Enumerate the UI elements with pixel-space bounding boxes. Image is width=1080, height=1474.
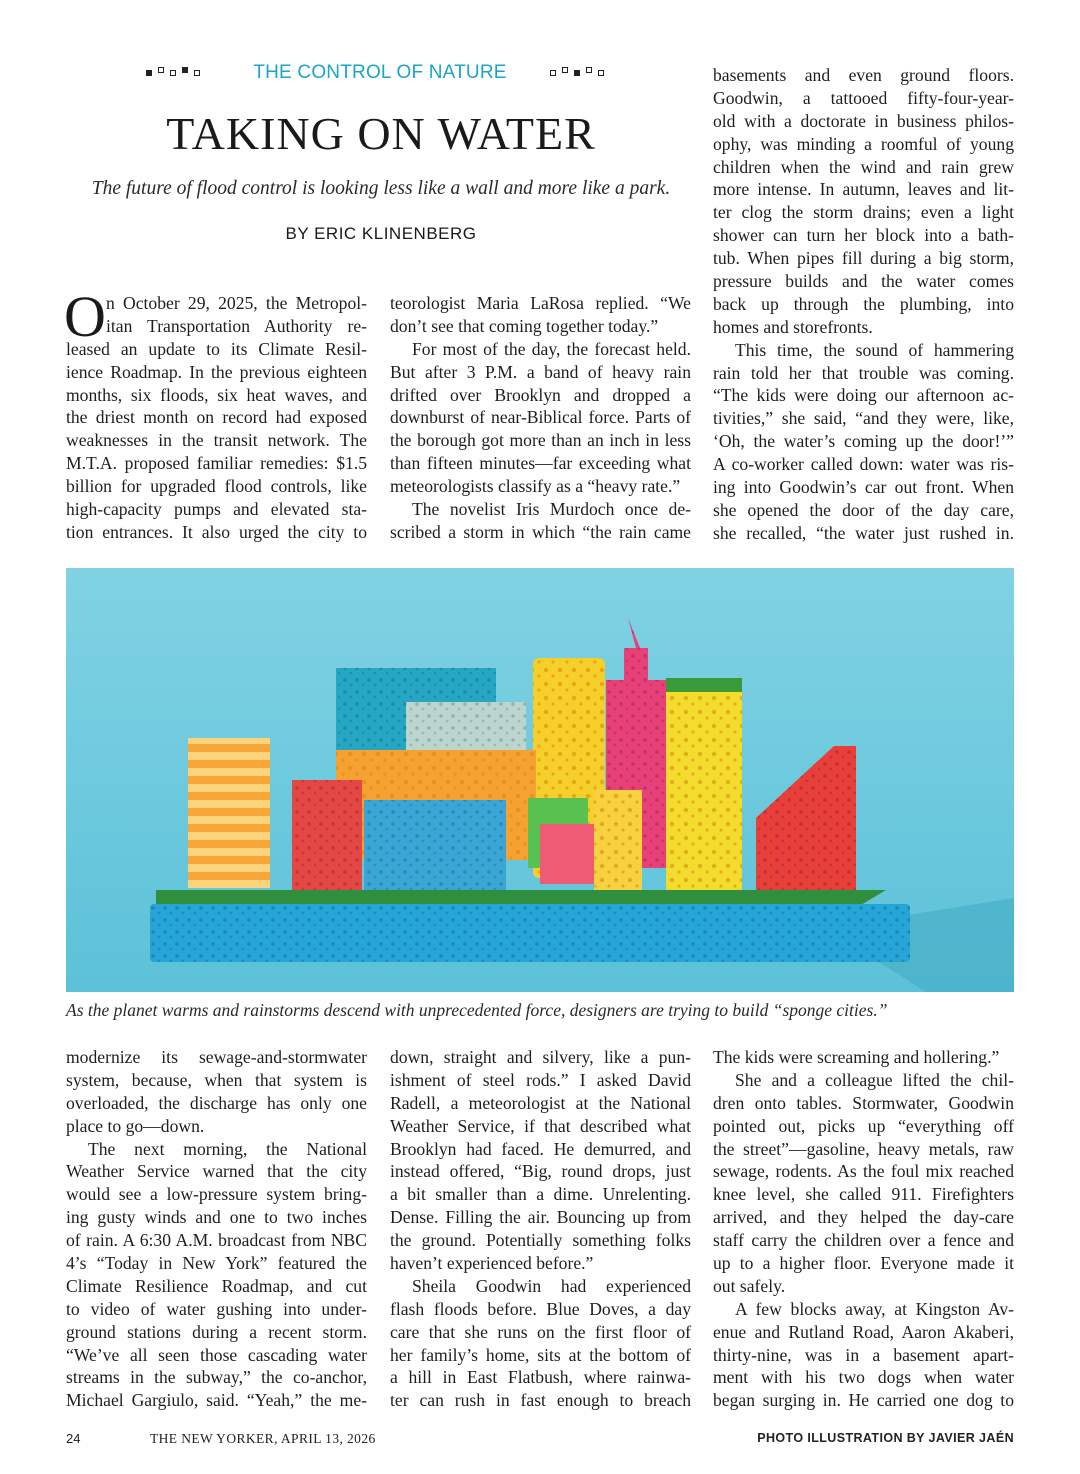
text-line: ter can rush in fast enough to breach [390,1390,691,1411]
text-line: a hill in East Flatbush, where rainwa- [390,1367,691,1388]
photo-credit: PHOTO ILLUSTRATION BY JAVIER JAÉN [757,1431,1014,1445]
text-line: ‘Oh, the water’s coming up the door!’” [713,431,1014,452]
text-line: she opened the door of the day care, [713,499,1014,520]
bottom-column-1 [66,1046,367,1412]
illustration-caption: As the planet warms and rainstorms descend with unprecedented force, designers are trying to build “sponge cities.” [66,1000,888,1020]
text-line: rain told her that trouble was coming. [713,362,1014,383]
text-line: Sheila Goodwin had experienced [412,1275,691,1296]
text-line: system, because, when that system is [66,1069,367,1090]
text-line: haven’t experienced before.” [390,1253,594,1274]
text-line: The novelist Iris Murdoch once de- [412,499,691,520]
article-byline: BY ERIC KLINENBERG [285,224,477,243]
text-line: billion for upgraded flood controls, like [66,476,367,497]
text-line: The kids were screaming and hollering.” [713,1047,1000,1067]
text-line: A co-worker called down: water was ris- [713,454,1014,475]
text-line: began surging in. He carried one dog to [713,1390,1014,1411]
text-line: modernize its sewage-and-stormwater [66,1047,367,1067]
text-line: This time, the sound of hammering [735,339,1014,360]
text-line: meteorologists classify as a “heavy rate.” [390,476,681,497]
text-line: leased an update to its Climate Resil- [66,338,367,359]
issue-line: THE NEW YORKER, APRIL 13, 2026 [150,1431,376,1446]
text-line: ing into Goodwin’s car out front. When [713,477,1014,498]
article-dek: The future of flood control is looking less like a wall and more like a park. [91,178,671,199]
text-line: to video of water gushing into under- [66,1298,367,1319]
text-line: drifted over Brooklyn and dropped a [390,384,691,405]
text-line: ishment of steel rods.” I asked David [390,1069,691,1090]
sponge-city-illustration [66,568,1014,992]
text-line: she recalled, “the water just rushed in. [713,522,1014,543]
text-line: pressure builds and the water comes [713,271,1014,292]
text-line: Radell, a meteorologist at the National [390,1092,691,1113]
text-line: children when the wind and rain grew [713,156,1014,177]
article-headline: TAKING ON WATER [166,108,596,159]
text-line: n October 29, 2025, the Metropol- [106,293,367,313]
text-line: old with a doctorate in business philos- [713,110,1014,131]
text-line: sewage, rodents. As the foul mix reached [713,1161,1014,1182]
text-line: streams in the subway,” the co-anchor, [66,1367,367,1388]
text-line: more intense. In autumn, leaves and lit- [713,179,1014,200]
text-line: pointed out, picks up “everything off [713,1115,1014,1136]
text-line: Weather Service warned that the city [66,1161,367,1182]
text-line: place to go—down. [66,1115,205,1136]
text-line: “The kids were doing our afternoon ac- [713,385,1014,406]
text-line: She and a colleague lifted the chil- [735,1069,1014,1090]
top-column-2 [390,292,691,544]
text-line: But after 3 P.M. a band of heavy rain [390,361,691,382]
text-line: ter clog the storm drains; even a light [713,202,1014,223]
text-line: enue and Rutland Road, Aaron Akaberi, [713,1321,1014,1342]
text-line: Climate Resilience Roadmap, and cut [66,1275,367,1296]
text-line: 4’s “Today in New York” featured the [66,1253,367,1274]
text-line: would see a low-pressure system bring- [66,1184,367,1205]
text-line: out safely. [713,1275,786,1296]
text-line: tivities,” she said, “and they were, like, [713,408,1014,429]
text-line: “We’ve all seen those cascading water [66,1344,367,1365]
text-line: tion entrances. It also urged the city to [66,521,367,542]
text-line: down, straight and silvery, like a pun- [390,1047,691,1067]
text-line: For most of the day, the forecast held. [412,338,691,359]
text-line: A few blocks away, at Kingston Av- [735,1298,1014,1319]
bottom-column-3 [713,1046,1014,1412]
text-line: knee level, she called 911. Firefighters [713,1184,1014,1205]
text-line: don’t see that coming together today.” [390,315,659,336]
page-number: 24 [66,1431,81,1446]
text-line: months, six floods, six heat waves, and [66,384,367,405]
text-line: ience Roadmap. In the previous eighteen [66,361,367,382]
text-line: a bit smaller than a dime. Unrelenting. [390,1184,691,1205]
text-line: the borough got more than an inch in less [390,430,691,451]
text-line: homes and storefronts. [713,316,873,337]
text-line: overloaded, the discharge has only one [66,1092,367,1113]
text-line: of rain. A 6:30 A.M. broadcast from NBC [66,1230,367,1251]
text-line: than fifteen minutes—far exceeding what [390,453,691,474]
text-line: up to a higher floor. Everyone made it [713,1253,1014,1274]
text-line: Weather Service, if that described what [390,1115,691,1136]
text-line: scribed a storm in which “the rain came [390,521,691,542]
text-line: shower can turn her block into a bath- [713,225,1014,246]
text-line: ground stations during a recent storm. [66,1321,367,1342]
text-line: Brooklyn had faced. He demurred, and [390,1138,691,1159]
text-line: instead offered, “Big, round drops, just [390,1161,691,1182]
text-line: thirty-nine, was in a basement apart- [713,1344,1014,1365]
text-line: The next morning, the National [88,1138,367,1159]
text-line: teorologist Maria LaRosa replied. “We [390,293,691,313]
text-line: staff carry the children over a fence and [713,1230,1014,1251]
text-line: basements and even ground floors. [713,65,1014,85]
text-line: care that she runs on the first floor of [390,1321,691,1342]
text-line: arrived, and they helped the day-care [713,1207,1014,1228]
top-column-3 [713,64,1014,545]
text-line: Michael Gargiulo, said. “Yeah,” the me- [66,1390,367,1411]
text-line: Goodwin, a tattooed fifty-four-year- [713,87,1014,108]
text-line: her family’s home, sits at the bottom of [390,1344,691,1365]
text-line: Dense. Filling the air. Bouncing up from [390,1207,691,1228]
text-line: the driest month on record had exposed [66,407,367,428]
text-line: dren onto tables. Stormwater, Goodwin [713,1092,1014,1113]
text-line: flash floods before. Blue Doves, a day [390,1298,691,1319]
top-column-1 [64,284,367,544]
text-line: M.T.A. proposed familiar remedies: $1.5 [66,453,367,474]
text-line: downburst of near-Biblical force. Parts of [390,407,691,428]
drop-cap: O [64,284,106,349]
text-line: ophy, was minding a roomful of young [713,133,1014,154]
rubric-ornament-left [146,66,200,80]
text-line: itan Transportation Authority re- [106,315,367,336]
text-line: the street”—gasoline, heavy metals, raw [713,1138,1014,1159]
text-line: back up through the plumbing, into [713,293,1014,314]
text-line: weaknesses in the transit network. The [66,430,367,451]
text-line: tub. When pipes fill during a big storm, [713,248,1014,269]
section-rubric: THE CONTROL OF NATURE [253,62,507,83]
bottom-column-2 [390,1046,691,1412]
rubric-ornament-right [550,66,604,80]
text-line: high-capacity pumps and elevated sta- [66,499,367,520]
text-line: ing gusty winds and one to two inches [66,1207,367,1228]
text-line: the ground. Potentially something folks [390,1230,691,1251]
text-line: ment with his two dogs when water [713,1367,1014,1388]
